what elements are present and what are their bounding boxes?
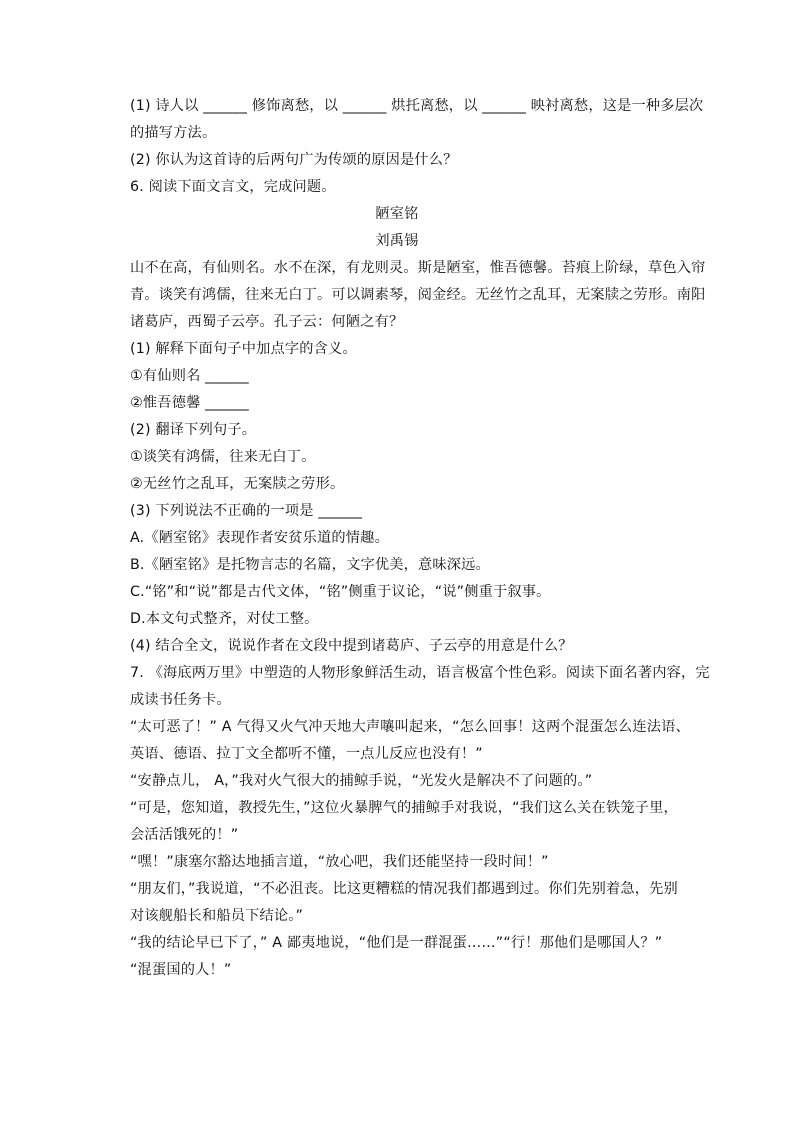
q6-part3: (3) 下列说法不正确的一项是 ______ [130, 503, 363, 519]
excerpt-line-7: “朋友们，”我说道，“不必沮丧。比这更糟糕的情况我们都遇到过。你们先别着急，先别 [130, 881, 678, 897]
option-d: D.本文句式整齐，对仗工整。 [130, 611, 319, 627]
q6-part2-item2: ②无丝竹之乱耳，无案牍之劳形。 [130, 476, 345, 492]
option-c: C.“铭”和“说”都是古代文体，“铭”侧重于议论，“说”侧重于叙事。 [130, 584, 551, 600]
q5-part1: (1) 诗人以 ______ 修饰离愁，以 ______ 烘托离愁，以 ______ 映衬离愁，这是一种多层次 [130, 98, 704, 114]
excerpt-line-4: “可是，您知道，教授先生，”这位火暴脾气的捕鲸手对我说，“我们这么关在铁笼子里， [130, 800, 678, 816]
q6-part1-item1: ①有仙则名 ______ [130, 368, 249, 384]
passage-title: 陋室铭 [375, 206, 419, 222]
excerpt-line-6: “嘿！”康塞尔豁达地插言道，“放心吧，我们还能坚持一段时间！” [130, 854, 549, 870]
passage-line-2: 青。谈笑有鸿儒，往来无白丁。可以调素琴，阅金经。无丝竹之乱耳，无案牍之劳形。南阳 [130, 287, 706, 303]
passage-line-3: 诸葛庐，西蜀子云亭。孔子云：何陋之有？ [130, 314, 404, 330]
excerpt-line-8: 对该舰船长和船员下结论。” [130, 908, 304, 924]
passage-author: 刘禹锡 [375, 233, 419, 249]
q7-heading-cont: 成读书任务卡。 [130, 692, 231, 708]
q6-part1-item2: ②惟吾德馨 ______ [130, 395, 249, 411]
q6-heading: 6. 阅读下面文言文，完成问题。 [130, 179, 336, 195]
excerpt-line-3: “安静点儿， A，”我对火气很大的捕鲸手说，“光发火是解决不了问题的。” [130, 773, 593, 789]
excerpt-line-2: 英语、德语、拉丁文全都听不懂，一点儿反应也没有！” [130, 746, 483, 762]
excerpt-line-1: “太可恶了！” A 气得又火气冲天地大声嚷叫起来，“怎么回事！这两个混蛋怎么连法语、 [130, 719, 690, 735]
option-a: A.《陋室铭》表现作者安贫乐道的情趣。 [130, 530, 389, 546]
excerpt-line-10: “混蛋国的人！” [130, 962, 232, 978]
q5-part2: (2) 你认为这首诗的后两句广为传颂的原因是什么？ [130, 152, 458, 168]
q6-part1: (1) 解释下面句子中加点字的含义。 [130, 341, 357, 357]
q7-heading: 7. 《海底两万里》中塑造的人物形象鲜活生动，语言极富个性色彩。阅读下面名著内容，完 [130, 665, 710, 681]
passage-line-1: 山不在高，有仙则名。水不在深，有龙则灵。斯是陋室，惟吾德馨。苔痕上阶绿，草色入帘 [130, 260, 706, 276]
q5-part1-cont: 的描写方法。 [130, 125, 217, 141]
q6-part2-item1: ①谈笑有鸿儒，往来无白丁。 [130, 449, 316, 465]
q6-part4: (4) 结合全文，说说作者在文段中提到诸葛庐、子云亭的用意是什么？ [130, 638, 573, 654]
excerpt-line-9: “我的结论早已下了，” A 鄙夷地说，“他们是一群混蛋……”“行！那他们是哪国人？” [130, 935, 663, 951]
option-b: B.《陋室铭》是托物言志的名篇，文字优美，意味深远。 [130, 557, 490, 573]
excerpt-line-5: 会活活饿死的！” [130, 827, 239, 843]
q6-part2: (2) 翻译下列句子。 [130, 422, 257, 438]
